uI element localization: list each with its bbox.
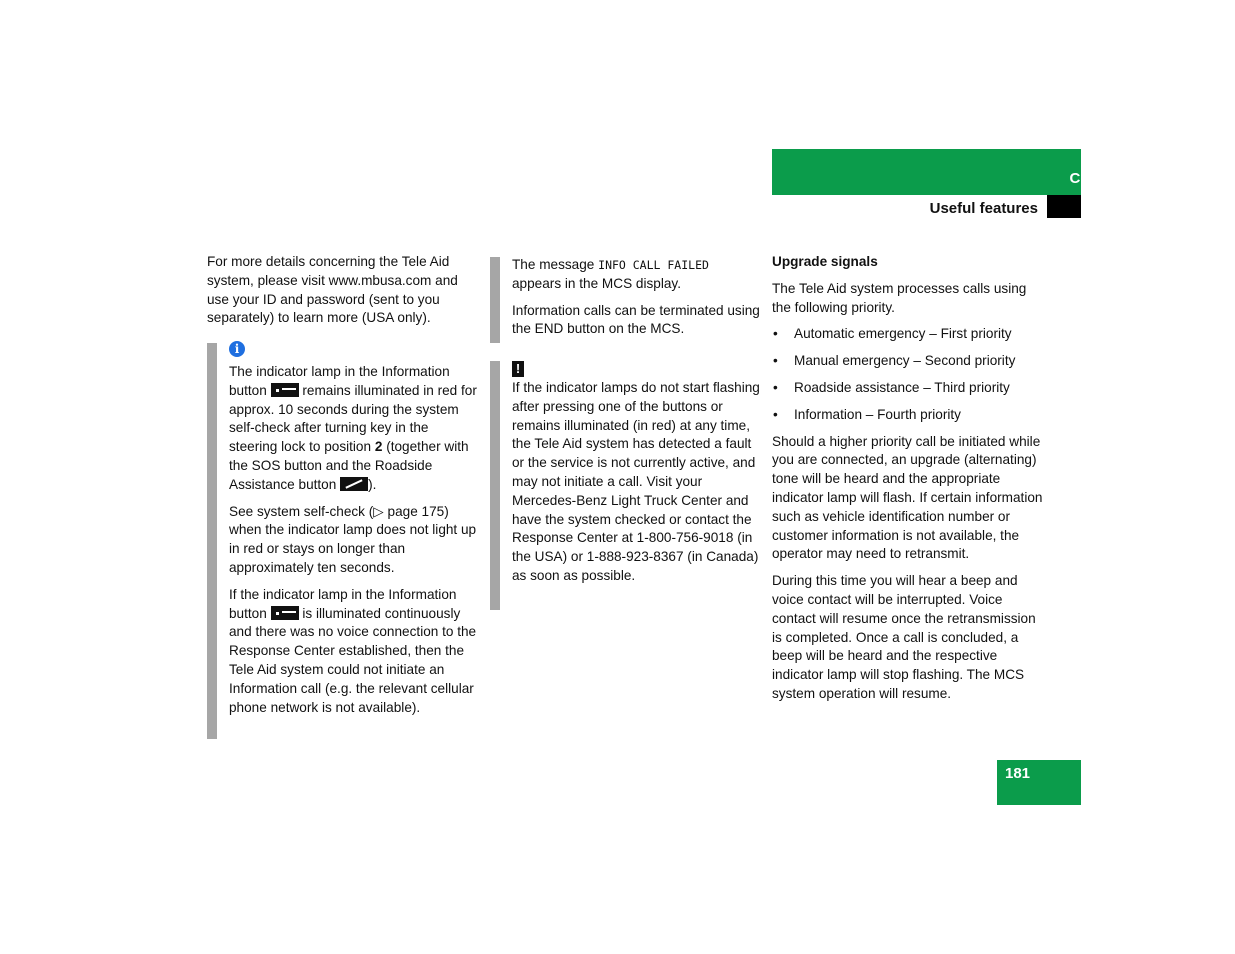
- upgrade-paragraph: Should a higher priority call be initiated while you are connected, an upgrade (alternating) tone will be heard and the appropriate indicator lamp will flash. If certain information such as vehicle identification number or customer information is not available, the operator may need to retransmit.: [772, 433, 1043, 562]
- intro-paragraph: For more details concerning the Tele Aid system, please visit www.mbusa.com and use your ID and password (sent to you separately) to learn more (USA only).: [207, 254, 458, 326]
- note-bar: [490, 361, 500, 610]
- info-note: [207, 343, 477, 739]
- column-1: [207, 253, 477, 328]
- column-2: [490, 257, 760, 343]
- section-title: Controls in detail: [1069, 170, 1192, 187]
- column-3: [772, 253, 1044, 704]
- page-number-box: [997, 760, 1081, 805]
- info-paragraph-3: If the indicator lamp in the Information button is illuminated continuously and there was no voice connection to the Response Center established, then the Tele Aid system could not initiate an Information call (e.g. the relevant cellular phone network is not available).: [229, 586, 477, 715]
- section-heading: Upgrade signals: [772, 254, 878, 269]
- header-band: [772, 149, 1081, 195]
- note-bar: [490, 257, 500, 343]
- information-button-icon: [271, 383, 299, 397]
- list-item: • Roadside assistance – Third priority: [772, 379, 1044, 398]
- list-item: • Manual emergency – Second priority: [772, 352, 1044, 371]
- warning-icon: !: [512, 361, 524, 377]
- subsection-band: [772, 195, 1047, 218]
- list-item: • Information – Fourth priority: [772, 406, 1044, 425]
- note-bar: [207, 343, 217, 739]
- information-button-icon: [271, 606, 299, 620]
- priority-intro: The Tele Aid system processes calls using the following priority.: [772, 280, 1027, 315]
- priority-list: [772, 325, 1044, 424]
- retransmit-paragraph: During this time you will hear a beep and voice contact will be interrupted. Voice contact will resume once the retransmission is completed. Once a call is concluded, a beep will be heard and the respective indicator lamp will stop flashing. The MCS system operation will resume.: [772, 573, 1036, 701]
- info-paragraph-2: See system self-check (▷ page 175) when the indicator lamp does not light up in red or stays on longer than approximately ten seconds.: [229, 503, 477, 575]
- header-tab-marker: [1047, 195, 1081, 218]
- display-message-code: INFO CALL FAILED: [598, 258, 709, 272]
- info-paragraph-1: The indicator lamp in the Information button remains illuminated in red for approx. 10 seconds during the system self-check after turning key in the steering lock to position 2 (together with the SOS button and the Roadside Assistance button ).: [229, 364, 477, 492]
- warning-paragraph: If the indicator lamps do not start flashing after pressing one of the buttons or remains illuminated (in red) at any time, the Tele Aid system has detected a fault or the service is not currently active, and may not initiate a call. Visit your Mercedes-Benz Light Truck Center and have the system checked or contact the Response Center at 1-800-756-9018 (in the USA) or 1-888-923-8367 (in Canada) as soon as possible.: [512, 380, 760, 583]
- roadside-assistance-icon: [340, 477, 368, 491]
- message-paragraph: The message INFO CALL FAILED appears in the MCS display.: [512, 257, 709, 291]
- info-icon: i: [229, 341, 245, 357]
- warning-note: [490, 361, 760, 610]
- subsection-title: Useful features: [929, 200, 1038, 217]
- list-item: • Automatic emergency – First priority: [772, 325, 1044, 344]
- end-button-paragraph: Information calls can be terminated using the END button on the MCS.: [512, 302, 760, 337]
- page-number: 181: [1005, 765, 1031, 782]
